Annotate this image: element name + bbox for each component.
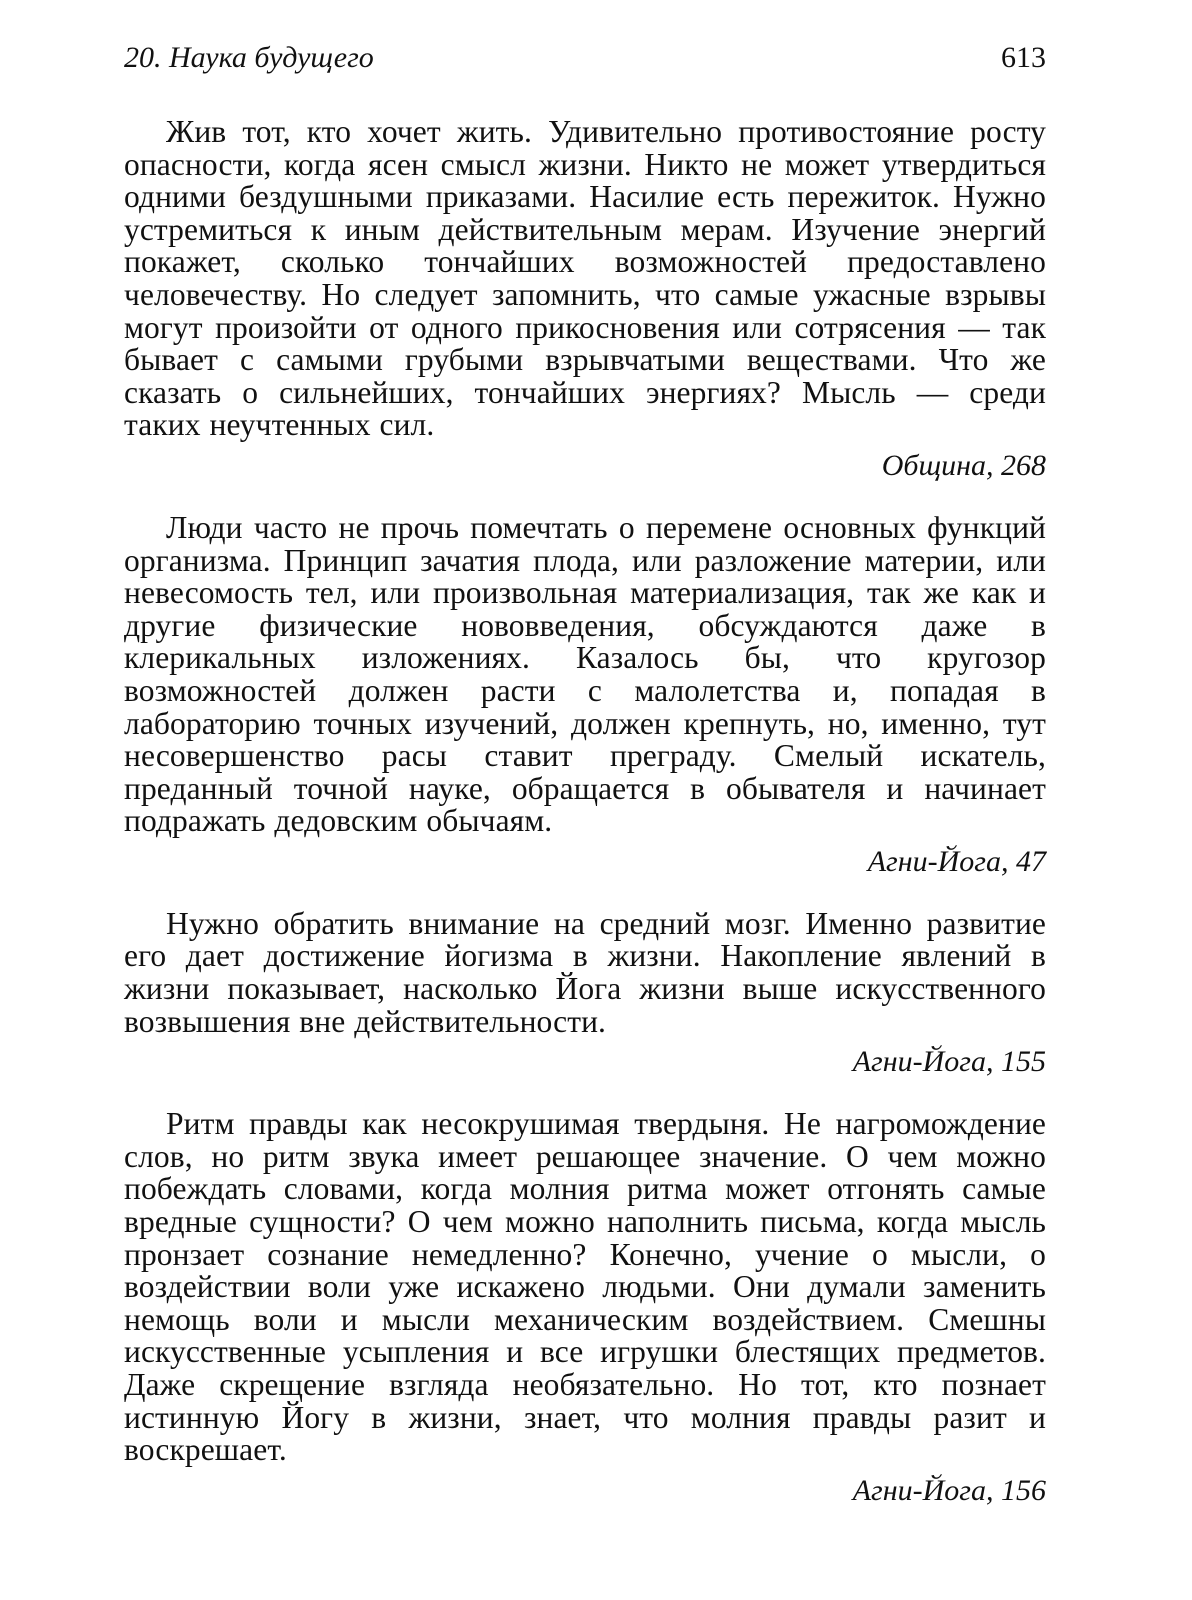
entry: [124, 1108, 1046, 1511]
entry-source: Агни-Йога, 47: [867, 844, 1046, 878]
running-header: [124, 36, 1046, 86]
entry-text: Жив тот, кто хочет жить. Удивительно противостояние росту опасности, когда ясен смысл жизни. Никто не может утвердиться одними бездушными приказами. Насилие есть пережиток. Нужно устремиться к иным действительным мерам. Изучение энергий покажет, сколько тончайших возможностей предоставлено человечеству. Но следует запомнить, что самые ужасные взрывы могут произойти от одного прикосновения или сотрясения — так бывает с самыми грубыми взрывчатыми веществами. Что же сказать о сильнейших, тончайших энергиях? Мысль — среди таких неучтенных сил.: [124, 114, 1046, 443]
entry-source: Агни-Йога, 155: [852, 1045, 1046, 1079]
entry-text: Нужно обратить внимание на средний мозг. Именно развитие его дает достижение йогизма в жизни. Накопление явлений в жизни показывает, насколько Йога жизни выше искусственного возвышения вне действительности.: [124, 905, 1046, 1039]
entry-text: Ритм правды как несокрушимая твердыня. Не нагромождение слов, но ритм звука имеет решающее значение. О чем можно побеждать словами, когда молния ритма может отгонять самые вредные сущности? О чем можно наполнить письма, когда мысль пронзает сознание немедленно? Конечно, учение о мысли, о воздействии воли уже искажено людьми. Они думали заменить немощь воли и мысли механическим воздействием. Смешны искусственные усыпления и все игрушки блестящих предметов. Даже скрещение взгляда необязательно. Но тот, кто познает истинную Йогу в жизни, знает, что молния правды разит и воскрешает.: [124, 1106, 1046, 1468]
entry-source: Агни-Йога, 156: [852, 1473, 1046, 1507]
entry-text: Люди часто не прочь помечтать о перемене основных функций организма. Принцип зачатия плода, или разложение материи, или невесомость тел, или произвольная материализация, так же как и другие физические нововведения, обсуждаются даже в клерикальных изложениях. Казалось бы, что кругозор возможностей должен расти с малолетства и, попадая в лабораторию точных изучений, должен крепнуть, но, именно, тут несовершенство расы ставит преграду. Смелый искатель, преданный точной науке, обращается в обывателя и начинает подражать дедовским обычаям.: [124, 509, 1046, 839]
book-page: [124, 36, 1046, 1537]
entry-source: Община, 268: [881, 448, 1046, 482]
page-number: 613: [1001, 41, 1046, 74]
entries: [124, 116, 1046, 1511]
entry: [124, 509, 1046, 882]
chapter-title: 20. Наука будущего: [124, 41, 374, 74]
entry: [124, 905, 1046, 1082]
entry: [124, 116, 1046, 486]
